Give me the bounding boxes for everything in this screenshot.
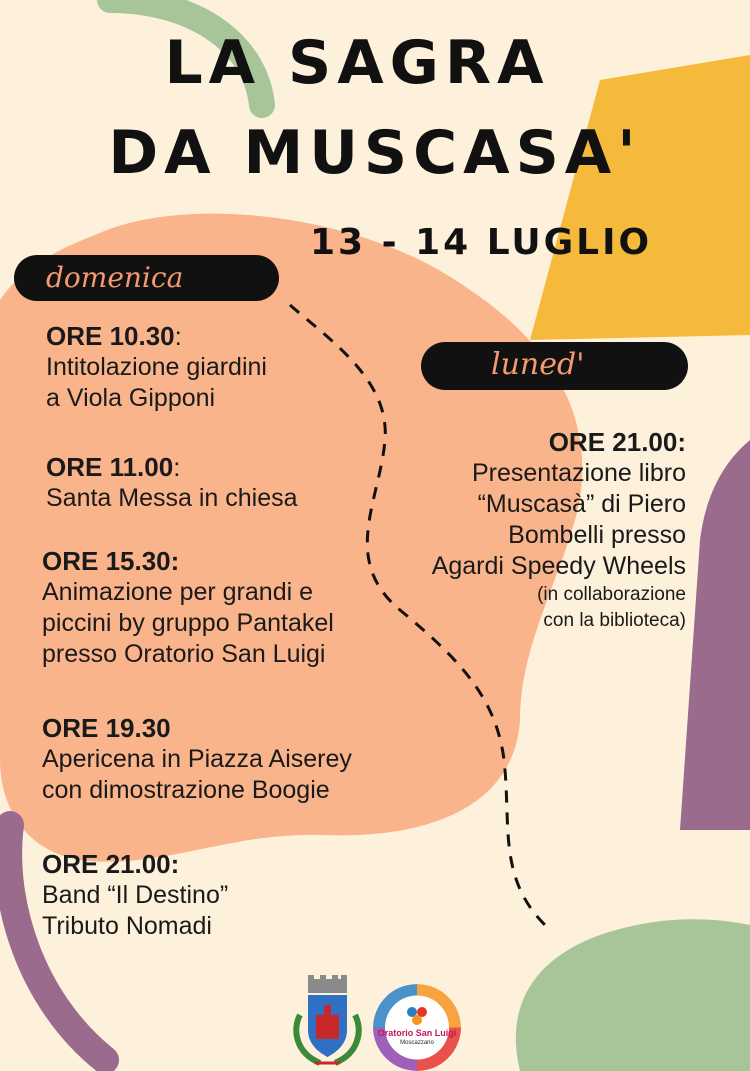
title-line-1: LA SAGRA <box>164 28 550 98</box>
title-line-2: DA MUSCASA' <box>108 118 642 188</box>
event-note: con la biblioteca) <box>543 610 686 631</box>
purple-shape <box>680 440 750 830</box>
event-date: 13 - 14 LUGLIO <box>310 222 653 263</box>
event-time: ORE 21.00: <box>548 427 686 457</box>
oratorio-logo <box>372 984 462 1071</box>
oratorio-town: Moscazzano <box>400 1040 434 1046</box>
event-line: a Viola Gipponi <box>46 384 216 412</box>
event-line: Intitolazione giardini <box>46 353 267 381</box>
event-time: ORE 11.00: <box>46 452 181 482</box>
comune-crest-logo <box>290 975 365 1071</box>
event-1100 <box>46 451 298 514</box>
event-line: Santa Messa in chiesa <box>46 484 298 512</box>
event-line: con dimostrazione Boogie <box>42 776 330 804</box>
event-line: presso Oratorio San Luigi <box>42 640 326 668</box>
event-1030 <box>46 320 267 414</box>
event-line: Apericena in Piazza Aiserey <box>42 745 352 773</box>
event-time: ORE 15.30: <box>42 546 180 576</box>
domenica-label: domenica <box>14 255 279 301</box>
event-line: Agardi Speedy Wheels <box>431 552 686 580</box>
event-1930 <box>42 712 352 806</box>
event-line: Band “Il Destino” <box>42 881 229 909</box>
event-line: Bombelli presso <box>508 521 686 549</box>
event-2100-lunedi <box>432 426 686 634</box>
event-1530 <box>42 545 334 670</box>
event-time: ORE 19.30 <box>42 713 171 743</box>
event-line: “Muscasà” di Piero <box>477 490 686 518</box>
event-line: Tributo Nomadi <box>42 912 212 940</box>
oratorio-name: Oratorio San Luigi <box>377 1028 457 1038</box>
event-note: (in collaborazione <box>537 584 686 605</box>
event-line: Animazione per grandi e <box>42 578 313 606</box>
event-line: piccini by gruppo Pantakel <box>42 609 334 637</box>
event-time: ORE 21.00: <box>42 849 180 879</box>
green-shape <box>516 919 750 1071</box>
lunedi-label: luned' <box>421 342 688 390</box>
event-line: Presentazione libro <box>471 459 686 487</box>
event-time: ORE 10.30: <box>46 321 182 351</box>
event-2100-domenica <box>42 848 228 942</box>
